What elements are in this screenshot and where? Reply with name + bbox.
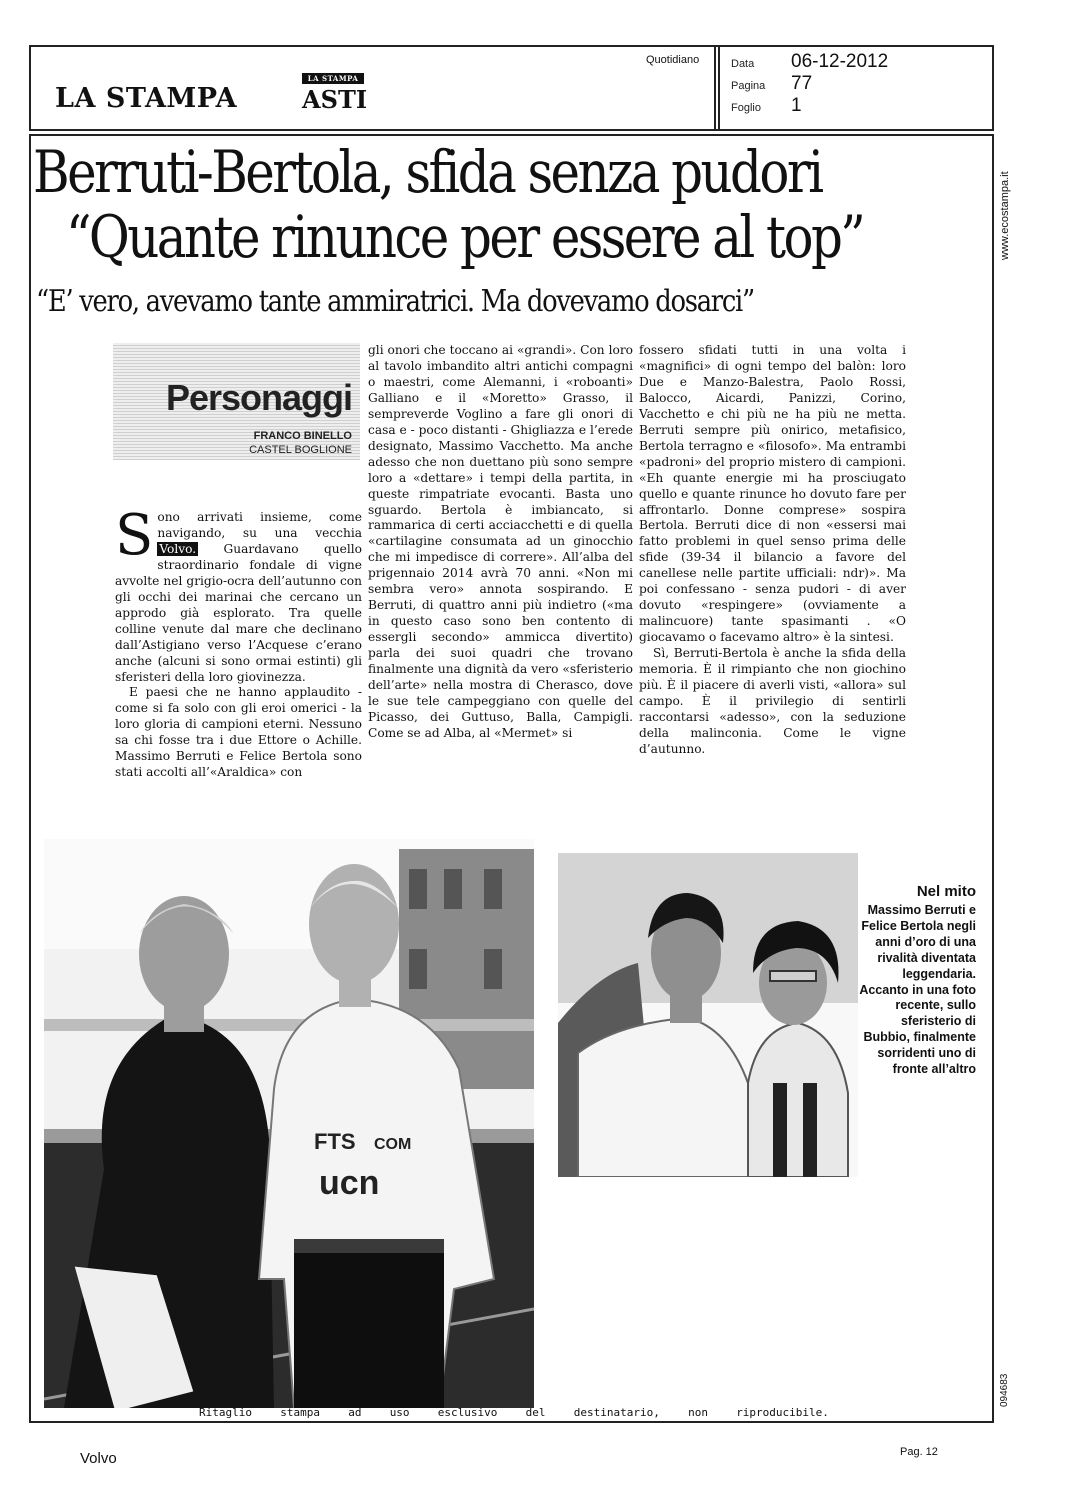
paragraph: [639, 646, 906, 758]
highlighted-brand: Volvo.: [159, 541, 197, 556]
paragraph-text: gli onori che toccano ai «grandi». Con loro al tavolo imbandito altri antichi compagni o maestri, come Alemanni, i «roboanti» Galliano e il «Moretto» Grasso, il sempreverde Voglino a fare gli onori di casa e - poco distanti - Ghigliazza e l’erede designato, Massimo Vacchetto. Ma anche adesso che non duettano più sono sempre loro a «dettare» i tempi della partita, in queste rimpatriate evocanti. Basta uno sguardo. Bertola è imbiancato, si rammarica di certi acciacchetti e di quella «cartilagine consumata ad un ginocchio che mi impedisce di correre». All’alba del prigennaio 2014 avrà 70 anni. «Non mi sembra vero» annota sospirando. E Berruti, di quattro anni più indietro («ma in questo caso sono ben contento di essergli secondo» ammicca divertito) parla dei suoi quadri che trovano finalmente una dignità da vero «sferisterio dell’arte» nella mostra di Cherasco, dove le sue tele campeggiano con quelle del Picasso, dei Guttuso, Balla, Campigli. Come se ad Alba, al «Mermet» si: [368, 343, 633, 740]
notice-word: riproducibile.: [736, 1406, 829, 1419]
edition-label: ASTI: [302, 85, 368, 114]
meta-label: Data: [731, 58, 755, 70]
headline-line-1: Berruti-Bertola, sfida senza pudori: [33, 138, 822, 206]
reproduction-notice: [199, 1406, 829, 1419]
caption-text: Massimo Berruti e Felice Bertola negli anni d’oro di una rivalità diventata leggendaria. Accanto in una foto recente, sullo sferisterio di Bubbio, finalmente sorridenti uno di fronte all’altro: [859, 903, 976, 1077]
article-column-2: [368, 343, 633, 742]
drop-cap: S: [115, 503, 154, 568]
notice-word: non: [688, 1406, 708, 1419]
paragraph: [115, 685, 362, 781]
side-code-text: 094683: [999, 1373, 1010, 1407]
masthead-divider: [714, 47, 720, 129]
paragraph: [115, 503, 362, 685]
notice-word: Ritaglio: [199, 1406, 252, 1419]
author-place: CASTEL BOGLIONE: [249, 444, 352, 456]
meta-value: 77: [791, 73, 813, 94]
svg-text:ucn: ucn: [319, 1164, 380, 1202]
paragraph-text: Guardavano quello straordinario fondale di vigne avvolte nel grigio-ocra dell’autunno con gli occhi dei marinai che cercano un approdo già esplorato. Tra quelle colline venute dal mare che declinano dall’Astigiano verso l’Acquese c’erano anche (alcuni si sono ormai estinti) gli sferisteri della loro giovinezza.: [115, 541, 362, 684]
notice-word: stampa: [280, 1406, 320, 1419]
paragraph-text: Sì, Berruti-Bertola è anche la sfida della memoria. È il rimpianto che non giochino più. È il piacere di averli visti, «allora» sul campo. È il privilegio di sentirli raccontarsi «adesso», con la seduzione della malinconia. Come le vigne d’autunno.: [639, 646, 906, 756]
masthead-frame: [29, 45, 994, 131]
side-code: [996, 1355, 1018, 1415]
author-name: FRANCO BINELLO: [253, 430, 352, 442]
edition-logo: [302, 73, 368, 114]
paragraph-text: ono arrivati insieme, come navigando, su una vecchia: [157, 510, 362, 540]
page-number: Pag. 12: [900, 1446, 938, 1458]
photo-recent: [44, 839, 534, 1408]
section-title: Personaggi: [165, 377, 352, 418]
subheadline: “E’ vero, avevamo tante ammiratrici. Ma dovevamo dosarci”: [36, 284, 754, 319]
side-url: [996, 140, 1018, 260]
notice-word: esclusivo: [437, 1406, 498, 1419]
side-url-text: www.ecostampa.it: [999, 171, 1011, 260]
client-label: Volvo: [80, 1450, 117, 1467]
svg-text:FTS: FTS: [314, 1129, 356, 1154]
meta-label: Foglio: [731, 102, 761, 114]
article-column-3: [639, 343, 906, 758]
paragraph-text: E paesi che ne hanno applaudito - come si fa solo con gli eroi omerici - la loro gloria di campioni eterni. Nessuno sa chi fosse tra i due Ettore o Achille. Massimo Berruti e Felice Bertola sono stati accolti all’«Araldica» con: [115, 685, 362, 780]
meta-value: 1: [791, 95, 802, 116]
headline-line-2: “Quante rinunce per essere al top”: [66, 203, 864, 271]
photo-caption: [855, 883, 976, 1078]
newspaper-logo: LA STAMPA: [55, 83, 238, 114]
edition-mini-label: LA STAMPA: [302, 73, 364, 84]
meta-label: Pagina: [731, 80, 766, 92]
photo-archive: [558, 853, 858, 1177]
section-box: [113, 343, 360, 460]
article-column-1: [115, 503, 362, 781]
svg-text:COM: COM: [374, 1136, 412, 1153]
notice-word: destinatario,: [573, 1406, 660, 1419]
notice-word: uso: [389, 1406, 410, 1419]
notice-word: del: [525, 1406, 546, 1419]
caption-title: Nel mito: [916, 883, 976, 900]
meta-value: 06-12-2012: [791, 51, 889, 72]
publication-type: Quotidiano: [646, 54, 700, 66]
notice-word: ad: [348, 1406, 362, 1419]
paragraph-text: fossero sfidati tutti in una volta i «magnifici» di ogni tempo del balòn: loro Due e Manzo-Balestra, Paolo Rossi, Balocco, Aicardi, Panizzi, Corino, Vacchetto e chi più ne ha più ne metta. Berruti sempre più onirico, metafisico, Bertola terragno e «filosofo». Ma entrambi «padroni» del proprio mistero di campioni. «Eh quante energie mi ha prosciugato quello e quante rinunce ho dovuto fare per affrontarlo. Donne comprese» sospira Bertola. Berruti dice di non «essersi mai fatto problemi in quel senso prima delle sfide (39-34 il bilancio a favore del canellese nelle partite ufficiali: ndr)». Ma poi confessano - senza pudori - di aver dovuto «respingere» (ovviamente a malincuore) tante spasimanti . «O giocavamo o facevamo altro» è la sintesi.: [639, 343, 906, 645]
